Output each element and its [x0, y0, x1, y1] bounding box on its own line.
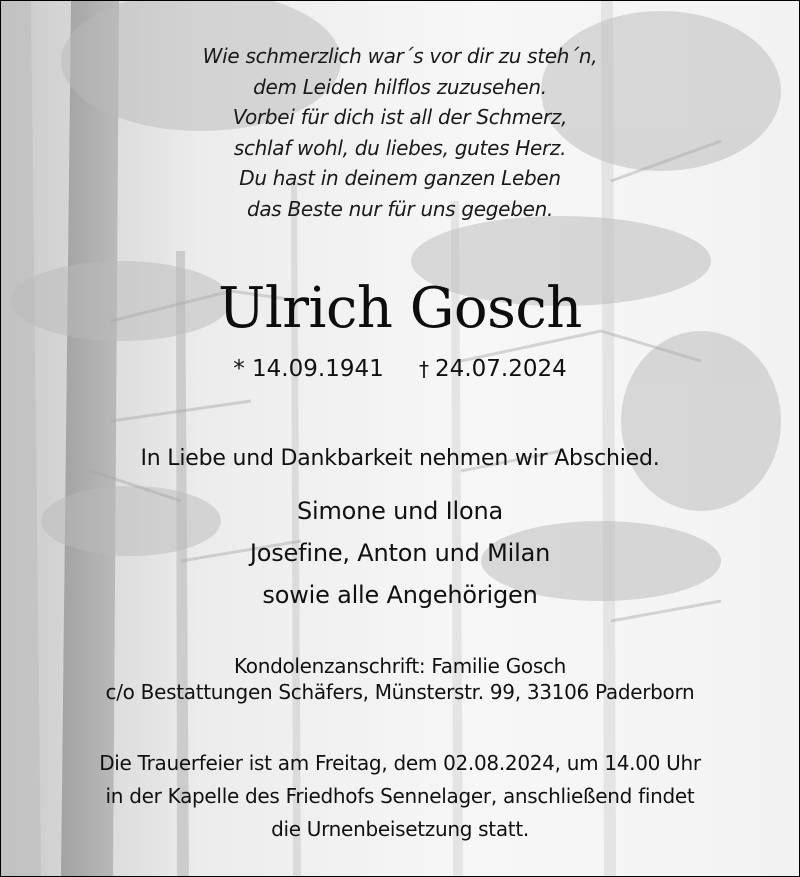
poem-line: Wie schmerzlich war´s vor dir zu steh´n,: [202, 44, 598, 68]
farewell-text: In Liebe und Dankbarkeit nehmen wir Abschied.: [140, 446, 660, 471]
life-dates: [1, 354, 799, 384]
ceremony-line: in der Kapelle des Friedhofs Sennelager, anschließend findet: [105, 784, 695, 808]
death-date-group: [419, 354, 567, 384]
ceremony-line: Die Trauerfeier ist am Freitag, dem 02.08.2024, um 14.00 Uhr: [99, 751, 701, 775]
ceremony-info: [1, 747, 799, 846]
birth-date: * 14.09.1941: [233, 356, 384, 382]
mourner-line: Josefine, Anton und Milan: [249, 539, 551, 567]
poem-line: das Beste nur für uns gegeben.: [246, 196, 554, 221]
mourner-line: sowie alle Angehörigen: [262, 581, 538, 609]
poem-line: Vorbei für dich ist all der Schmerz,: [232, 105, 568, 129]
mourner-line: Simone und Ilona: [296, 497, 503, 525]
poem-line: Du hast in deinem ganzen Leben: [239, 166, 561, 190]
death-date: 24.07.2024: [435, 356, 567, 382]
condolence-address: [1, 653, 799, 705]
poem-line: dem Leiden hilflos zuzusehen.: [253, 74, 547, 99]
notice-content: [1, 1, 799, 876]
mourners-list: [1, 490, 799, 616]
poem-line: schlaf wohl, du liebes, gutes Herz.: [233, 135, 567, 160]
address-line: Kondolenzanschrift: Familie Gosch: [233, 654, 567, 678]
deceased-name: Ulrich Gosch: [218, 276, 582, 341]
memorial-poem: [1, 41, 799, 224]
death-cross-icon: †: [419, 357, 430, 381]
address-line: c/o Bestattungen Schäfers, Münsterstr. 99, 33106 Paderborn: [105, 680, 695, 704]
ceremony-line: die Urnenbeisetzung statt.: [271, 817, 529, 841]
